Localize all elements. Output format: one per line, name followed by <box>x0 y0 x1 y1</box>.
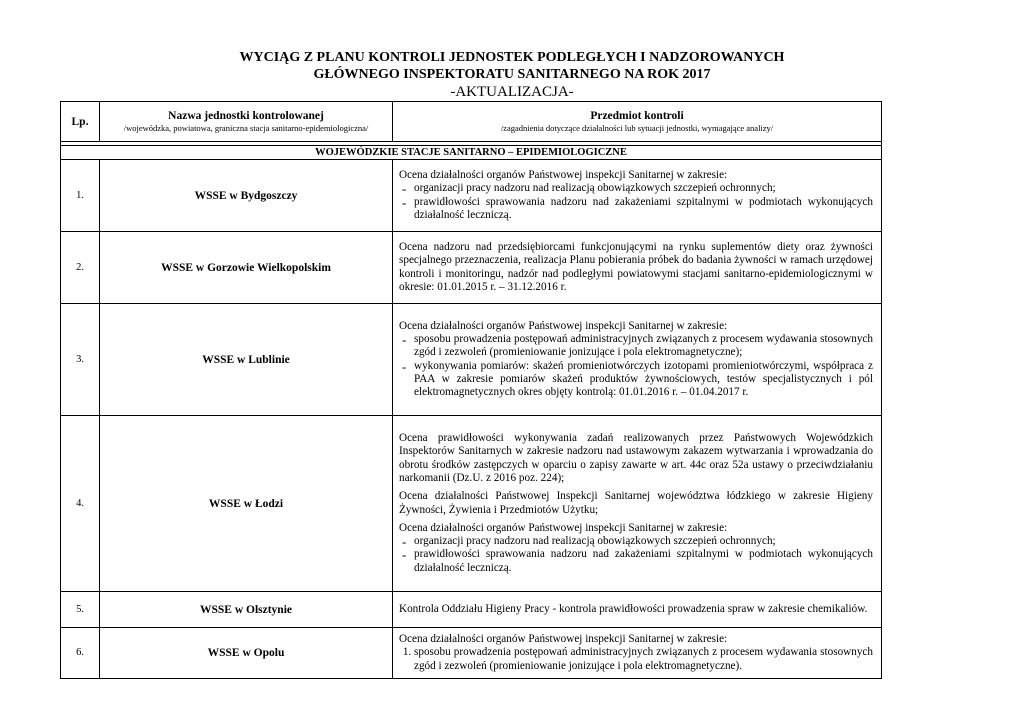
list-item: - organizacji pracy nadzoru nad realizacją obowiązkowych szczepień ochronnych; <box>414 535 873 548</box>
doc-title-line2: GŁÓWNEGO INSPEKTORATU SANITARNEGO NA ROK 2017 <box>313 67 711 82</box>
table-row <box>61 628 882 679</box>
list-item: - sposobu prowadzenia postępowań administracyjnych związanych z procesem wydawania stosownych zgód i zezwoleń (promieniowanie jonizujące i pola elektromagnetyczne); <box>414 333 873 360</box>
row-unit-name: WSSE w Olsztynie <box>100 592 393 628</box>
list-item: - organizacji pracy nadzoru nad realizacją obowiązkowych szczepień ochronnych; <box>414 182 873 195</box>
row-lp: 5. <box>61 592 100 628</box>
table-row <box>61 416 882 592</box>
header-subject-cell <box>393 102 882 142</box>
subject-list <box>399 535 873 575</box>
table-row <box>61 304 882 416</box>
header-name: Nazwa jednostki kontrolowanej <box>168 109 324 122</box>
row-lp: 3. <box>61 304 100 416</box>
row-unit-name: WSSE w Opolu <box>100 628 393 679</box>
subject-numbered-list <box>399 646 873 673</box>
header-lp: Lp. <box>61 102 100 142</box>
subject-intro: Ocena działalności organów Państwowej inspekcji Sanitarnej w zakresie: <box>399 521 728 534</box>
subject-list <box>399 182 873 222</box>
subject-intro: Ocena działalności organów Państwowej inspekcji Sanitarnej w zakresie: <box>399 168 728 181</box>
subject-text: Ocena nadzoru nad przedsiębiorcami funkcjonującymi na rynku suplementów diety oraz żywności specjalnego przeznaczenia, realizacja Planu pobierania próbek do badania żywności w ramach urzędowej kontroli i monitoringu, nadzór nad podległymi powiatowymi stacjami sanitarno-epidemiologicznymi w okresie: 01.01.2015 r. – 31.12.2016 r. <box>399 240 873 293</box>
table-row <box>61 232 882 304</box>
subject-paragraph: Ocena działalności Państwowej Inspekcji Sanitarnej województwa łódzkiego w zakresie Higieny Żywności, Żywienia i Przedmiotów Użytku; <box>399 490 873 516</box>
header-subject: Przedmiot kontroli <box>590 109 684 122</box>
list-item: - prawidłowości sprawowania nadzoru nad zakażeniami szpitalnymi w podmiotach wykonujących działalność leczniczą. <box>414 548 873 575</box>
control-plan-table <box>60 101 882 679</box>
row-subject <box>393 304 882 416</box>
subject-paragraph: Ocena prawidłowości wykonywania zadań realizowanych przez Państwowych Wojewódzkich Inspektorów Sanitarnych w zakresie nadzoru nad ustawowym zakazem wytwarzania i wprowadzania do obrotu środków zastępczych w oparciu o zapisy zawarte w art. 44c oraz 52a ustawy o przeciwdziałaniu narkomanii (Dz.U. z 2016 poz. 224); <box>399 432 873 484</box>
row-lp: 1. <box>61 160 100 232</box>
row-unit-name: WSSE w Łodzi <box>100 416 393 592</box>
doc-title-line1: WYCIĄG Z PLANU KONTROLI JEDNOSTEK PODLEGŁYCH I NADZOROWANYCH <box>239 50 785 65</box>
list-item: - wykonywania pomiarów: skażeń promieniotwórczych izotopami promieniotwórczymi, współpraca z PAA w zakresie pomiarów skażeń produktów żywnościowych, testów specjalistycznych i pól elektromagnetycznych okres objęty kontrolą: 01.01.2016 r. – 01.04.2017 r. <box>414 360 873 400</box>
row-subject <box>393 232 882 304</box>
subject-intro: Ocena działalności organów Państwowej inspekcji Sanitarnej w zakresie: <box>399 633 728 645</box>
section-title: WOJEWÓDZKIE STACJE SANITARNO – EPIDEMIOLOGICZNE <box>61 146 882 160</box>
subject-list <box>399 333 873 399</box>
row-subject <box>393 416 882 592</box>
header-subject-sub: /zagadnienia dotyczące działalności lub sytuacji jednostki, wymagające analizy/ <box>500 122 774 133</box>
row-lp: 2. <box>61 232 100 304</box>
row-subject <box>393 628 882 679</box>
row-unit-name: WSSE w Bydgoszczy <box>100 160 393 232</box>
subject-intro: Ocena działalności organów Państwowej inspekcji Sanitarnej w zakresie: <box>399 319 728 332</box>
table-row <box>61 592 882 628</box>
row-subject <box>393 160 882 232</box>
header-name-cell <box>100 102 393 142</box>
section-row <box>61 146 882 160</box>
row-unit-name: WSSE w Lublinie <box>100 304 393 416</box>
row-subject <box>393 592 882 628</box>
list-item: - prawidłowości sprawowania nadzoru nad zakażeniami szpitalnymi w podmiotach wykonujących działalność leczniczą. <box>414 196 873 223</box>
doc-title-line3: -AKTUALIZACJA- <box>450 84 574 100</box>
subject-text: Kontrola Oddziału Higieny Pracy - kontrola prawidłowości prowadzenia spraw w zakresie chemikaliów. <box>399 602 868 615</box>
list-item: 1. sposobu prowadzenia postępowań administracyjnych związanych z procesem wydawania stosownych zgód i zezwoleń (promieniowanie jonizujące i pola elektromagnetyczne). <box>414 646 873 673</box>
table-row <box>61 160 882 232</box>
table-header-row <box>61 102 882 142</box>
row-unit-name: WSSE w Gorzowie Wielkopolskim <box>100 232 393 304</box>
row-lp: 6. <box>61 628 100 679</box>
row-lp: 4. <box>61 416 100 592</box>
header-name-sub: /wojewódzka, powiatowa, graniczna stacja sanitarno-epidemiologiczna/ <box>123 122 369 133</box>
